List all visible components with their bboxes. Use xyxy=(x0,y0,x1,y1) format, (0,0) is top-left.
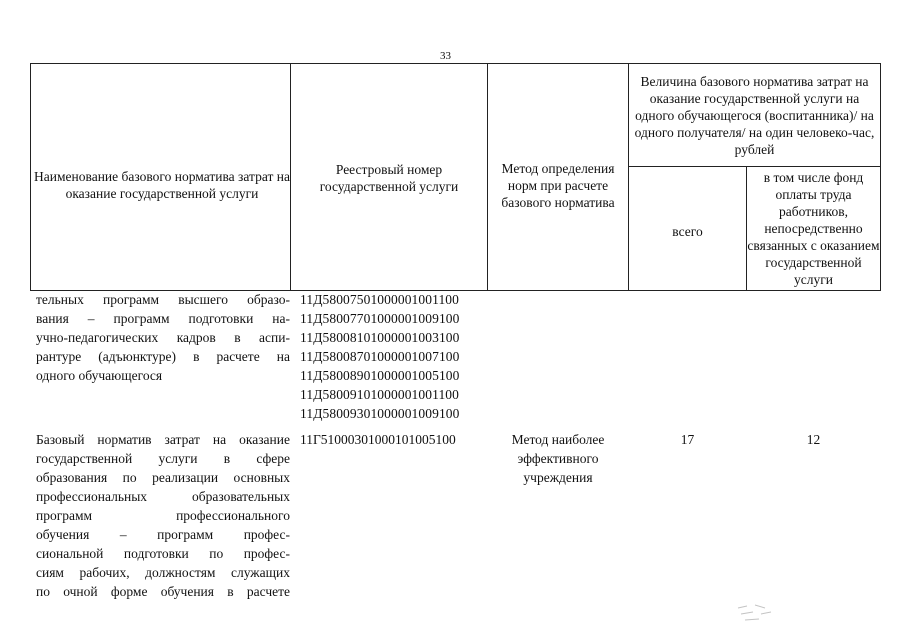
row1-name-line: учно-педагогических кадров в аспи- xyxy=(36,330,290,345)
table-left-border xyxy=(30,63,31,291)
row2-method-line: учреждения xyxy=(523,470,593,485)
row2-registry-code: 11Г51000301000101005100 xyxy=(300,432,456,447)
row2-name-line: Базовый норматив затрат на оказание xyxy=(36,432,290,447)
registry-code: 11Д58007501000001001100 xyxy=(300,292,460,307)
row2-method-line: эффективного xyxy=(517,451,599,466)
registry-code: 11Д58009101000001001100 xyxy=(300,387,460,402)
row2-method-line: Метод наиболее xyxy=(511,432,605,447)
row2-name-line: государственной услуги в сфере xyxy=(36,451,290,466)
row2-fund-value: 12 xyxy=(806,432,821,447)
header-value-group: Величина базового норматива затрат на оказание государственной услуги на одного обучающегося (воспитанника)/ на одного получателя/ на один человеко-час, рублей xyxy=(634,73,875,157)
row1-name-line: вания – программ подготовки на- xyxy=(36,311,290,326)
row2-name-line: сиональной подготовки по профес- xyxy=(36,546,290,561)
table-right-border xyxy=(880,63,881,291)
header-registry-number: Реестровый номер государственной услуги xyxy=(319,161,459,194)
scan-mark-icon xyxy=(735,600,775,626)
header-total: всего xyxy=(672,223,703,239)
row1-name-line: рантуре (адъюнктуре) в расчете на xyxy=(36,349,290,364)
registry-code: 11Д58009301000001009100 xyxy=(300,406,460,421)
registry-code: 11Д58007701000001009100 xyxy=(300,311,460,326)
row1-name xyxy=(36,290,290,385)
row2-total-value: 17 xyxy=(680,432,695,447)
page-number: 33 xyxy=(440,50,451,62)
row2-name-line: сиям рабочих, должностям служащих xyxy=(36,565,290,580)
registry-code: 11Д58008101000001003100 xyxy=(300,330,460,345)
row2-name xyxy=(36,430,290,601)
row1-registry-codes xyxy=(300,290,490,423)
row2-name-line: профессиональных образовательных xyxy=(36,489,290,504)
header-including-fund: в том числе фонд оплаты труда работников, непосредственно связанных с оказанием государственной услуги xyxy=(747,169,880,287)
registry-code: 11Д58008901000001005100 xyxy=(300,368,460,383)
row2-method xyxy=(490,430,626,487)
row1-name-line: одного обучающегося xyxy=(36,368,163,383)
row2-name-line: обучения – программ профес- xyxy=(36,527,290,542)
header-name: Наименование базового норматива затрат на оказание государственной услуги xyxy=(34,169,290,201)
row1-name-line: тельных программ высшего образо- xyxy=(36,292,290,307)
registry-code: 11Д58008701000001007100 xyxy=(300,349,460,364)
row2-name-line: программ профессионального xyxy=(36,508,290,523)
row2-name-line: образования по реализации основных xyxy=(36,470,290,485)
row2-name-line: по очной форме обучения в расчете xyxy=(36,584,290,599)
header-method: Метод определения норм при расчете базового норматива xyxy=(501,160,615,210)
